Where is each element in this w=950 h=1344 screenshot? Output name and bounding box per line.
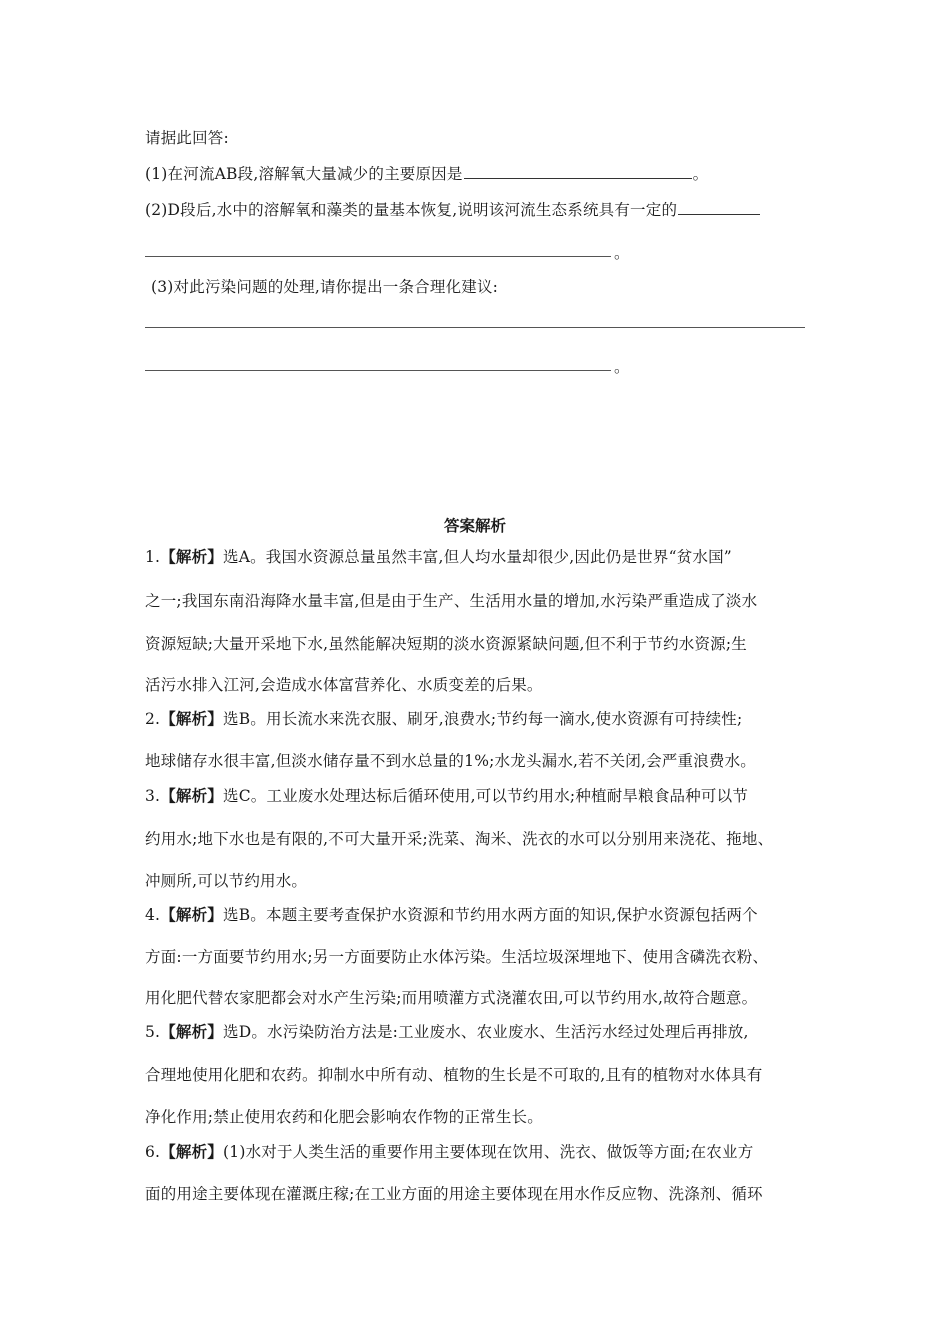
answer-5-text: 选D。水污染防治方法是:工业废水、农业废水、生活污水经过处理后再排放, (223, 1023, 749, 1041)
question-2-text: (2)D段后,水中的溶解氧和藻类的量基本恢复,说明该河流生态系统具有一定的 (145, 201, 678, 219)
answer-1-line-3: 资源短缺;大量开采地下水,虽然能解决短期的淡水资源紧缺问题,但不利于节约水资源;生 (145, 635, 748, 653)
answer-1-line-1 (145, 547, 732, 567)
answer-3-line-3: 冲厕所,可以节约用水。 (145, 872, 308, 890)
answer-4-line-3: 用化肥代替农家肥都会对水产生污染;而用喷灌方式浇灌农田,可以节约用水,故符合题意。 (145, 989, 758, 1007)
question-3-answer-line-2[interactable] (145, 370, 611, 371)
question-2-answer-line[interactable] (145, 256, 611, 257)
answer-6-line-1 (145, 1142, 753, 1162)
answer-6-line-2: 面的用途主要体现在灌溉庄稼;在工业方面的用途主要体现在用水作反应物、洗涤剂、循环 (145, 1185, 763, 1203)
answer-3-tag: 【解析】 (160, 787, 224, 805)
answer-5-line-1 (145, 1022, 749, 1042)
answer-2-tag: 【解析】 (160, 710, 224, 728)
answer-2-text: 选B。用长流水来洗衣服、刷牙,浪费水;节约每一滴水,使水资源有可持续性; (223, 710, 743, 728)
answer-6-number: 6. (145, 1143, 161, 1161)
answer-5-number: 5. (145, 1023, 161, 1041)
answer-1-text: 选A。我国水资源总量虽然丰富,但人均水量却很少,因此仍是世界“贫水国” (223, 548, 732, 566)
answer-1-number: 1. (145, 548, 161, 566)
answer-6-text: (1)水对于人类生活的重要作用主要体现在饮用、洗衣、做饭等方面;在农业方 (223, 1143, 754, 1161)
answer-4-line-2: 方面:一方面要节约用水;另一方面要防止水体污染。生活垃圾深埋地下、使用含磷洗衣粉、 (145, 948, 769, 966)
answer-2-line-1 (145, 709, 742, 729)
answer-5-line-2: 合理地使用化肥和农药。抑制水中所有动、植物的生长是不可取的,且有的植物对水体具有 (145, 1066, 763, 1084)
answer-5-tag: 【解析】 (160, 1023, 224, 1041)
answer-3-number: 3. (145, 787, 161, 805)
answer-3-line-2: 约用水;地下水也是有限的,不可大量开采;洗菜、淘米、洗衣的水可以分别用来浇花、拖地、 (145, 830, 774, 848)
question-1-end: 。 (692, 165, 709, 183)
question-3-text: (3)对此污染问题的处理,请你提出一条合理化建议: (151, 278, 499, 296)
answer-1-line-4: 活污水排入江河,会造成水体富营养化、水质变差的后果。 (145, 676, 543, 694)
answer-5-line-3: 净化作用;禁止使用农药和化肥会影响农作物的正常生长。 (145, 1108, 543, 1126)
question-2-answer-blank[interactable] (678, 199, 760, 215)
question-1 (145, 163, 708, 184)
question-2-end: 。 (614, 244, 630, 262)
answer-3-line-1 (145, 786, 748, 806)
answer-2-line-2: 地球储存水很丰富,但淡水储存量不到水总量的1%;水龙头漏水,若不关闭,会严重浪费水。 (145, 752, 756, 770)
answer-1-line-2: 之一;我国东南沿海降水量丰富,但是由于生产、生活用水量的增加,水污染严重造成了淡水 (145, 592, 758, 610)
question-1-text: (1)在河流AB段,溶解氧大量减少的主要原因是 (145, 165, 463, 183)
question-3-end: 。 (614, 358, 630, 376)
question-2 (145, 199, 761, 220)
questions-intro: 请据此回答: (145, 129, 229, 147)
question-3-answer-line-1[interactable] (145, 327, 805, 328)
answer-1-tag: 【解析】 (160, 548, 224, 566)
answers-title: 答案解析 (443, 517, 506, 535)
answer-2-number: 2. (145, 710, 161, 728)
question-1-answer-blank[interactable] (464, 163, 692, 179)
answer-4-tag: 【解析】 (160, 906, 224, 924)
answer-6-tag: 【解析】 (160, 1143, 224, 1161)
answer-4-line-1 (145, 905, 758, 925)
answer-3-text: 选C。工业废水处理达标后循环使用,可以节约用水;种植耐旱粮食品种可以节 (223, 787, 749, 805)
answer-4-text: 选B。本题主要考查保护水资源和节约用水两方面的知识,保护水资源包括两个 (223, 906, 758, 924)
answer-4-number: 4. (145, 906, 161, 924)
